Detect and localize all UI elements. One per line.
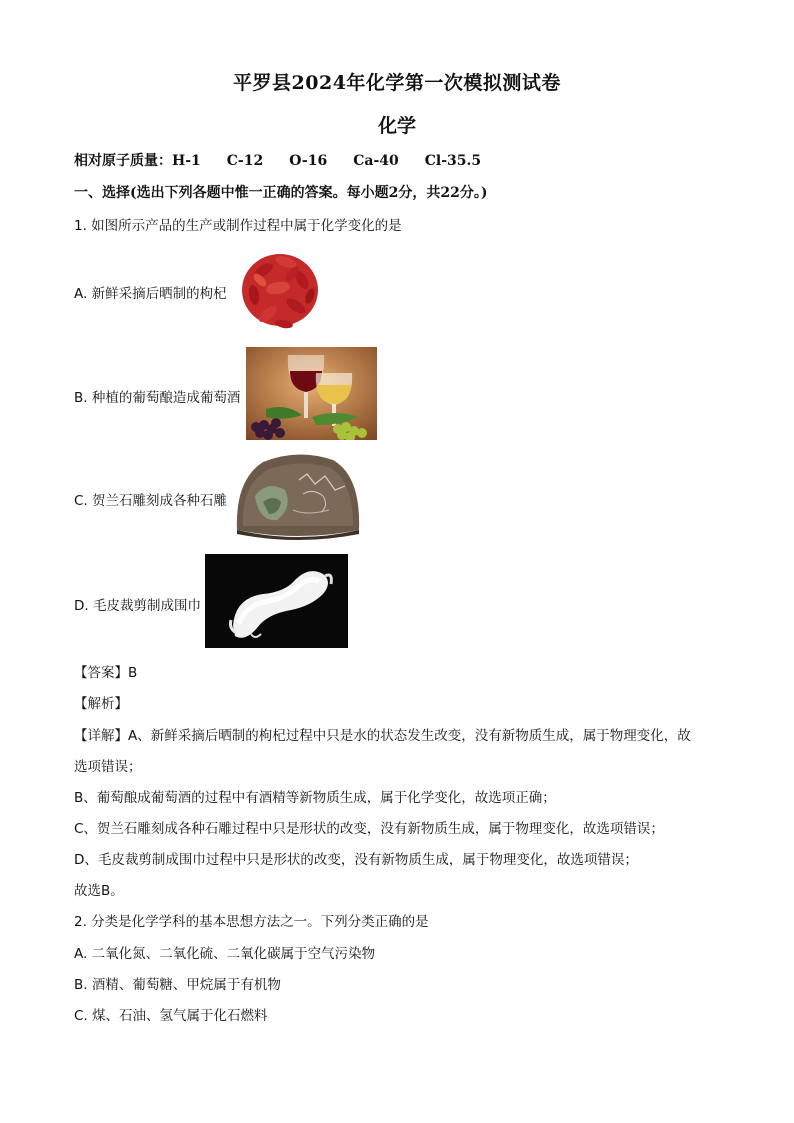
section-heading: 一、选择(选出下列各题中惟一正确的答案。每小题2分，共22分。)	[74, 185, 488, 201]
q1-option-d: D. 毛皮裁剪制成围巾	[74, 598, 201, 614]
q1-detail-b: B、葡萄酿成葡萄酒的过程中有酒精等新物质生成，属于化学变化，故选项正确；	[74, 790, 556, 806]
q1-option-a: A. 新鲜采摘后晒制的枸杞	[74, 286, 227, 302]
q2-option-a: A. 二氧化氮、二氧化硫、二氧化碳属于空气污染物	[74, 946, 376, 962]
atomic-mass-ca: Ca-40	[353, 153, 399, 169]
goji-berries-icon	[234, 240, 326, 338]
stone-carving-icon	[233, 450, 363, 544]
fur-scarf-icon	[205, 554, 348, 648]
atomic-mass-line	[74, 150, 507, 170]
q1-analysis-label: 【解析】	[74, 696, 128, 712]
q1-option-c: C. 贺兰石雕刻成各种石雕	[74, 493, 228, 509]
atomic-mass-o: O-16	[289, 153, 328, 169]
exam-title: 平罗县2024年化学第一次模拟测试卷	[233, 72, 561, 94]
q1-stem: 1. 如图所示产品的生产或制作过程中属于化学变化的是	[74, 218, 402, 234]
q1-conclusion: 故选B。	[74, 883, 124, 899]
stone-carving-image	[233, 450, 363, 544]
q1-detail-a-line1: 【详解】A、新鲜采摘后晒制的枸杞过程中只是水的状态发生改变，没有新物质生成，属于物理变化，故	[74, 728, 691, 744]
q1-option-b: B. 种植的葡萄酿造成葡萄酒	[74, 390, 241, 406]
q1-detail-c: C、贺兰石雕刻成各种石雕过程中只是形状的改变，没有新物质生成，属于物理变化，故选项错误；	[74, 821, 664, 837]
q1-detail-a-line2: 选项错误；	[74, 759, 142, 775]
atomic-mass-cl: Cl-35.5	[424, 153, 482, 169]
wine-glasses-icon	[246, 347, 377, 440]
q1-answer: 【答案】B	[74, 665, 138, 681]
q2-option-c: C. 煤、石油、氢气属于化石燃料	[74, 1008, 268, 1024]
q2-stem: 2. 分类是化学学科的基本思想方法之一。下列分类正确的是	[74, 914, 429, 930]
subject-title: 化学	[377, 115, 416, 137]
q2-option-b: B. 酒精、葡萄糖、甲烷属于有机物	[74, 977, 281, 993]
q1-detail-d: D、毛皮裁剪制成围巾过程中只是形状的改变，没有新物质生成，属于物理变化，故选项错误；	[74, 852, 638, 868]
atomic-mass-label: 相对原子质量：	[74, 153, 172, 169]
fur-scarf-image	[205, 554, 348, 648]
goji-berries-image	[234, 240, 326, 338]
atomic-mass-c: C-12	[226, 153, 264, 169]
wine-image	[246, 347, 377, 440]
atomic-mass-h: H-1	[172, 153, 201, 169]
